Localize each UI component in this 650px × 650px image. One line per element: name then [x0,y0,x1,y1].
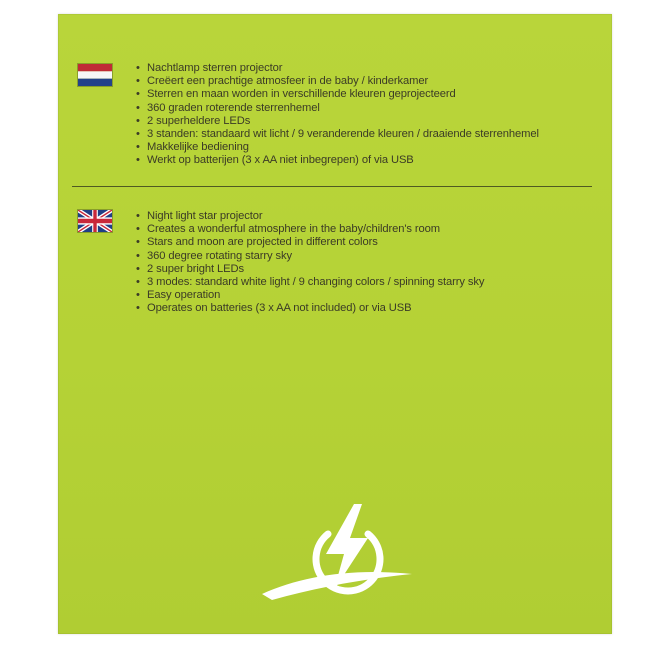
list-item: • Nachtlamp sterren projector [136,62,539,75]
section-divider [72,186,592,187]
list-item: • 360 graden roterende sterrenhemel [136,102,539,115]
united-kingdom-flag-icon [78,210,112,232]
list-item: • 360 degree rotating starry sky [136,250,484,263]
lightning-bolt-power-icon [262,494,422,604]
list-item: • Sterren en maan worden in verschillende kleuren geprojecteerd [136,88,539,101]
list-item: • 3 standen: standaard wit licht / 9 veranderende kleuren / draaiende sterrenhemel [136,128,539,141]
list-item: • Easy operation [136,289,484,302]
list-item: • 2 superheldere LEDs [136,115,539,128]
packaging-panel [58,14,612,634]
list-item: • Night light star projector [136,210,484,223]
list-item: • 2 super bright LEDs [136,263,484,276]
list-item: • Operates on batteries (3 x AA not included) or via USB [136,302,484,315]
english-feature-list [136,210,484,316]
list-item: • Creates a wonderful atmosphere in the baby/children's room [136,223,484,236]
list-item: • Makkelijke bediening [136,141,539,154]
list-item: • 3 modes: standard white light / 9 changing colors / spinning starry sky [136,276,484,289]
netherlands-flag-icon [78,64,112,86]
dutch-feature-list [136,62,539,168]
list-item: • Werkt op batterijen (3 x AA niet inbegrepen) of via USB [136,154,539,167]
list-item: • Creëert een prachtige atmosfeer in de baby / kinderkamer [136,75,539,88]
list-item: • Stars and moon are projected in different colors [136,236,484,249]
